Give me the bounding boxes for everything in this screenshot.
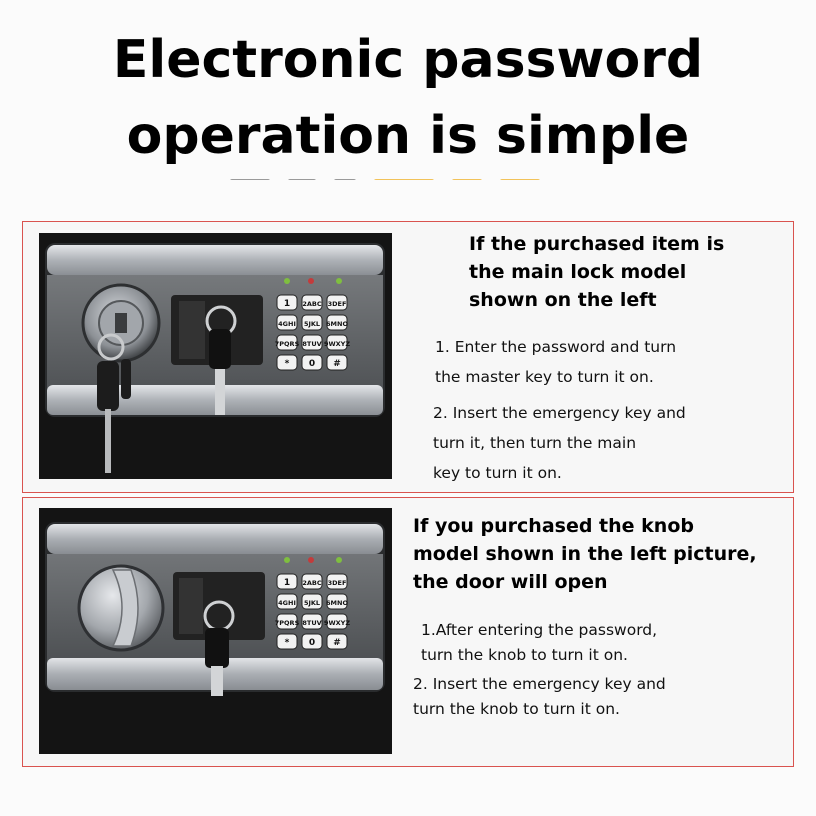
keypad-key-label: 1 — [283, 299, 291, 309]
keypad-key-label: 5JKL — [303, 599, 321, 607]
keypad-key-label: 2ABC — [302, 300, 322, 308]
keypad-key-label: 4GHI — [278, 320, 296, 328]
keypad-key-label: 4GHI — [278, 599, 296, 607]
keypad-key-label: 1 — [283, 578, 291, 588]
keypad-key-label: 0 — [308, 638, 316, 648]
instructions-main-lock — [431, 230, 791, 488]
keypad-key-label: 7PQRS — [274, 619, 300, 627]
keypad-key-label: # — [333, 359, 341, 369]
keypad-key-label: 8TUV — [302, 340, 322, 348]
page-title-line-1: Electronic password — [112, 30, 704, 90]
instruction-step-2: 2. Insert the emergency key and turn the knob to turn it on. — [413, 675, 666, 718]
page-title — [0, 22, 816, 174]
instruction-step-1: 1. Enter the password and turn the master key to turn it on. — [435, 338, 677, 386]
safe-keyhole-lock-photo — [39, 233, 392, 479]
panel-main-lock-model — [22, 221, 794, 493]
keypad-key-label: # — [333, 638, 341, 648]
keypad-key-label: 5JKL — [303, 320, 321, 328]
panel-heading: If the purchased item is the main lock model shown on the left — [469, 233, 725, 311]
panel-heading: If you purchased the knob model shown in the left picture, the door will open — [413, 515, 757, 593]
keypad-key-label: 0 — [308, 359, 316, 369]
safe-knob-lock-illustration — [39, 508, 392, 754]
keypad-key-label: 9WXYZ — [323, 340, 351, 348]
keypad-key-label: * — [284, 638, 290, 648]
keypad-key-label: * — [284, 359, 290, 369]
keypad-key-label: 3DEF — [327, 579, 347, 587]
page-title-line-2: operation is simple — [126, 106, 690, 166]
panel-knob-model — [22, 497, 794, 767]
keypad-key-label: 3DEF — [327, 300, 347, 308]
keypad-key-label: 2ABC — [302, 579, 322, 587]
instructions-knob — [413, 512, 791, 722]
keypad-key-label: 6MNO — [326, 599, 348, 607]
instruction-step-2: 2. Insert the emergency key and turn it, then turn the main key to turn it on. — [433, 404, 686, 482]
safe-keyhole-lock-illustration — [39, 233, 392, 479]
keypad-key-label: 6MNO — [326, 320, 348, 328]
keypad-key-label: 7PQRS — [274, 340, 300, 348]
instruction-step-1: 1.After entering the password, turn the knob to turn it on. — [421, 621, 658, 664]
keypad-key-label: 8TUV — [302, 619, 322, 627]
keypad-key-label: 9WXYZ — [323, 619, 351, 627]
faded-subtitle-remnant — [230, 168, 650, 180]
safe-knob-lock-photo — [39, 508, 392, 754]
